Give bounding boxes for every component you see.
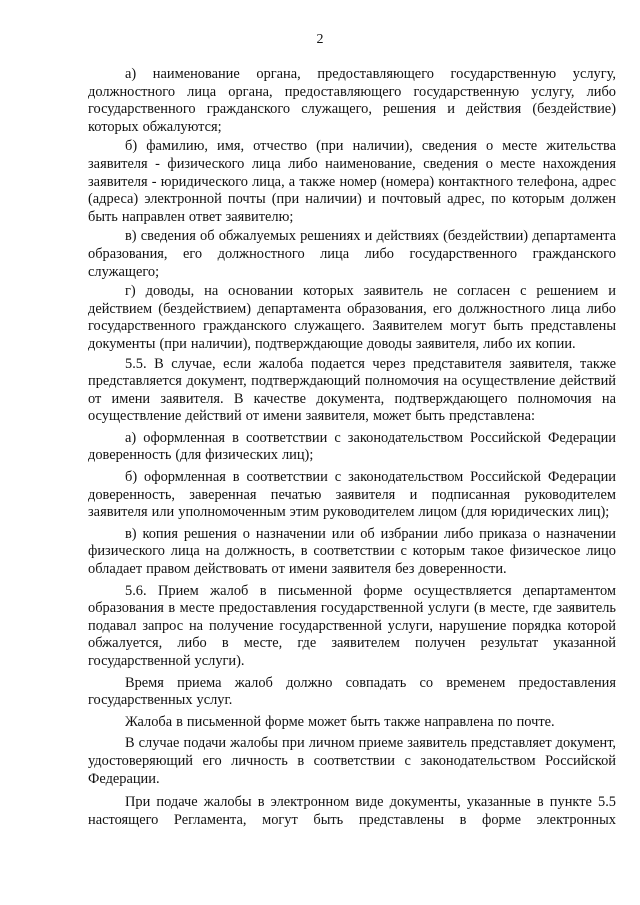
paragraph-section-5-5: 5.5. В случае, если жалоба подается через представителя заявителя, также представляется документ, подтверждающий полномочия на осуществление действий от имени заявителя. В качестве документа, подтверждающего полномочия на осуществление действий от имени заявителя, может быть представлена:: [88, 355, 616, 425]
paragraph-section-5-6: 5.6. Прием жалоб в письменной форме осуществляется департаментом образования в месте предоставления государственной услуги (в месте, где заявитель подавал запрос на получение государственной услуги, нарушение порядка которой обжалуется, либо в месте, где заявителем получен результат указанной государственной услуги).: [88, 582, 616, 669]
paragraph-reception-time: Время приема жалоб должно совпадать со временем предоставления государственных услуг.: [88, 674, 616, 709]
paragraph-complaint-item-v: в) сведения об обжалуемых решениях и действиях (бездействии) департамента образования, его должностного лица либо государственного гражданского служащего;: [88, 228, 616, 280]
paragraph-mail-submission: Жалоба в письменной форме может быть также направлена по почте.: [125, 713, 555, 730]
page-bottom-cutoff: [88, 794, 616, 828]
paragraph-complaint-item-a: а) наименование органа, предоставляющего государственную услугу, должностного лица органа, предоставляющего государственную услугу, либо государственного гражданского служащего, решения и действия (бездействие) которых обжалуются;: [88, 66, 616, 135]
document-body: [88, 66, 616, 828]
paragraph-electronic-submission: При подаче жалобы в электронном виде документы, указанные в пункте 5.5 настоящего Регламента, могут быть представлены в форме электронных: [88, 794, 616, 828]
paragraph-representative-item-v: в) копия решения о назначении или об избрании либо приказа о назначении физического лица на должность, в соответствии с которым такое физическое лицо обладает правом действовать от имени заявителя без доверенности.: [88, 525, 616, 578]
paragraph-personal-reception: В случае подачи жалобы при личном приеме заявитель представляет документ, удостоверяющий его личность в соответствии с законодательством Российской Федерации.: [88, 735, 616, 787]
paragraph-representative-item-a: а) оформленная в соответствии с законодательством Российской Федерации доверенность (для физических лиц);: [88, 429, 616, 464]
paragraph-complaint-item-b: б) фамилию, имя, отчество (при наличии), сведения о месте жительства заявителя - физического лица либо наименование, сведения о месте нахождения заявителя - юридического лица, а также номер (номера) контактного телефона, адрес (адреса) электронной почты (при наличии) и почтовый адрес, по которым должен быть направлен ответ заявителю;: [88, 138, 616, 225]
paragraph-representative-item-b: б) оформленная в соответствии с законодательством Российской Федерации доверенность, заверенная печатью заявителя и подписанная руководителем заявителя или уполномоченным этим руководителем лицом (для юридических лиц);: [88, 469, 616, 521]
paragraph-complaint-item-g: г) доводы, на основании которых заявитель не согласен с решением и действием (бездействием) департамента образования, его должностного лица либо государственного гражданского служащего. Заявителем могут быть представлены документы (при наличии), подтверждающие доводы заявителя, либо их копии.: [88, 283, 616, 352]
page-number: 2: [316, 32, 324, 47]
